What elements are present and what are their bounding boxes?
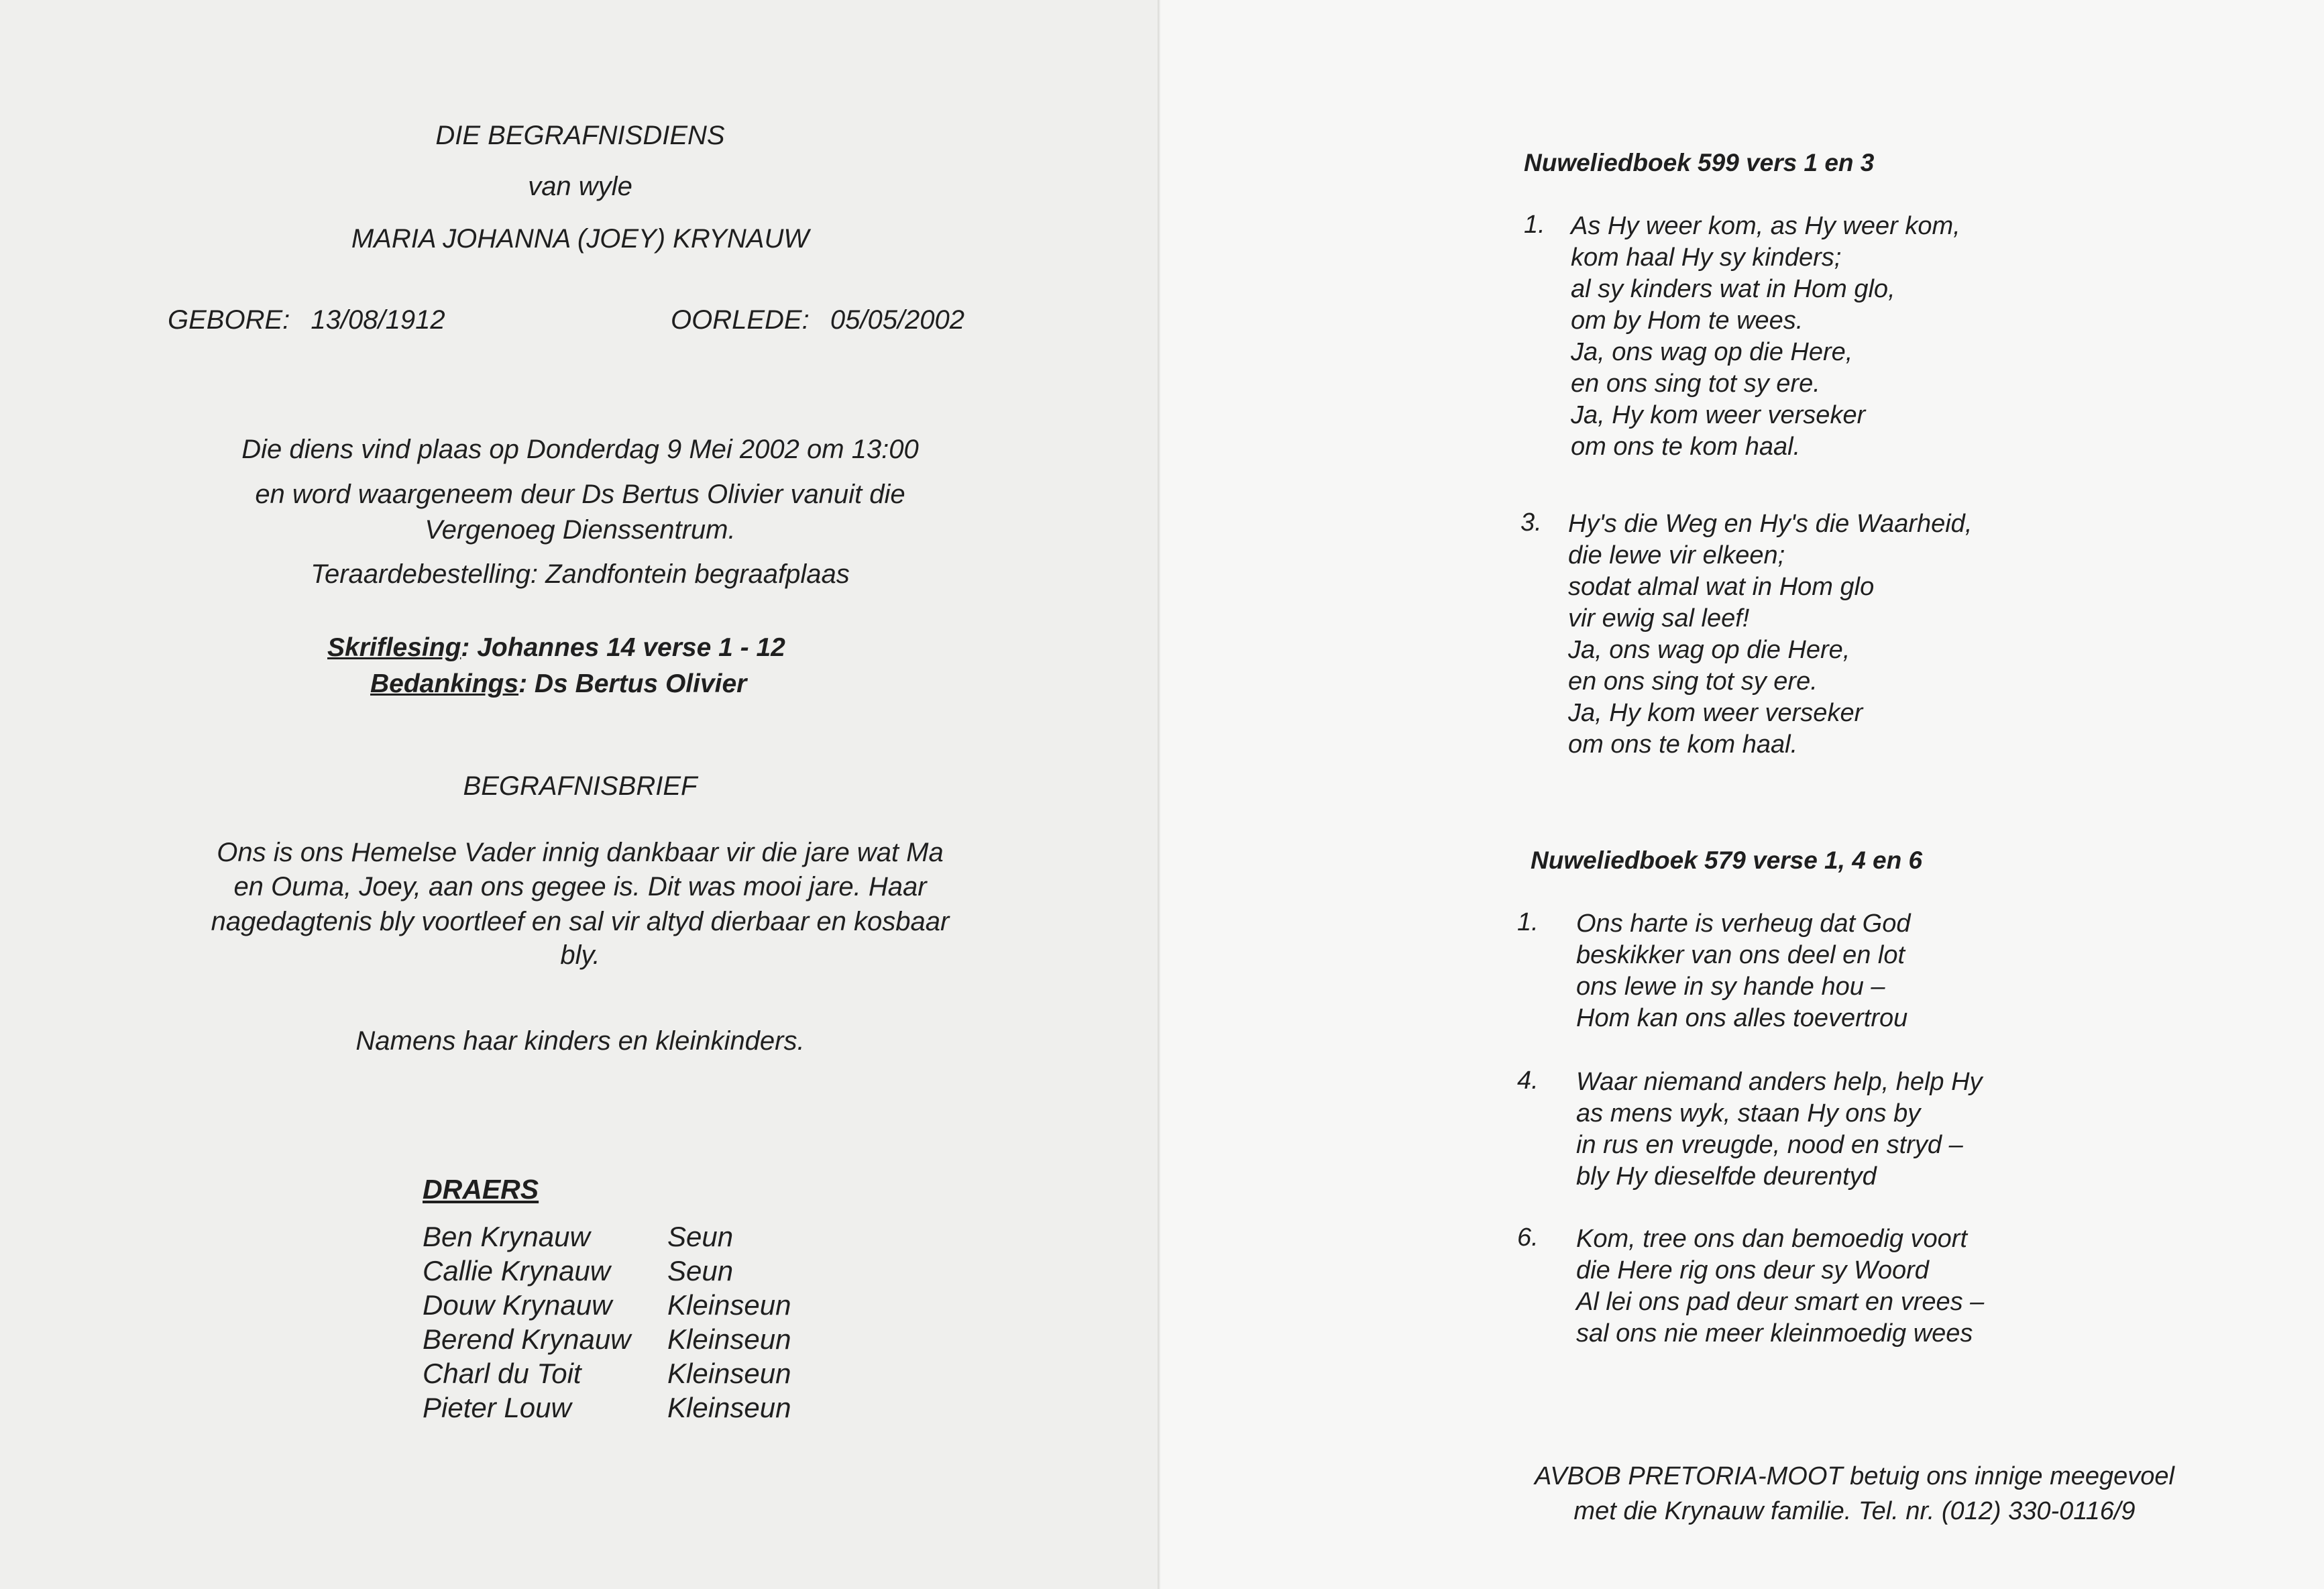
hymn2-verse-number: 1. <box>1517 908 1539 936</box>
pallbearer-row <box>423 1221 791 1255</box>
hymn-line: sodat almal wat in Hom glo <box>1568 573 1875 601</box>
letter-title: BEGRAFNISBRIEF <box>463 771 698 801</box>
service-title: DIE BEGRAFNISDIENS <box>435 121 725 150</box>
hymn-line: die lewe vir elkeen; <box>1568 541 1785 569</box>
scripture-row: Skriflesing: Johannes 14 verse 1 - 12 <box>327 633 785 662</box>
pallbearer-name: Berend Krynauw <box>423 1323 631 1355</box>
hymn2-verse-6 <box>1576 1223 1984 1350</box>
pallbearer-row <box>423 1289 791 1323</box>
hymn2-title: Nuweliedboek 579 verse 1, 4 en 6 <box>1531 846 1923 874</box>
hymn-line: die Here rig ons deur sy Woord <box>1576 1256 1929 1284</box>
thanks-value: Ds Bertus Olivier <box>534 669 747 698</box>
pallbearer-name: Pieter Louw <box>423 1392 571 1423</box>
scripture-value: Johannes 14 verse 1 - 12 <box>477 633 785 662</box>
born-label: GEBORE: <box>168 305 290 335</box>
hymn-line: Kom, tree ons dan bemoedig voort <box>1576 1225 1968 1253</box>
hymn-line: om ons te kom haal. <box>1571 433 1801 461</box>
hymn-line: Ja, ons wag op die Here, <box>1571 338 1853 366</box>
pallbearers-title: DRAERS <box>423 1174 539 1205</box>
hymn1-verse-3 <box>1568 508 1972 761</box>
hymn2-verse-number: 4. <box>1517 1066 1539 1095</box>
pallbearer-row <box>423 1358 791 1392</box>
pallbearer-relation: Seun <box>667 1255 734 1286</box>
pallbearer-name: Douw Krynauw <box>423 1289 612 1321</box>
scripture-label: Skriflesing <box>327 633 461 662</box>
thanks-row: Bedankings: Ds Bertus Olivier <box>370 669 747 698</box>
right-page <box>1160 0 2324 1589</box>
hymn1-title: Nuweliedboek 599 vers 1 en 3 <box>1524 149 1875 176</box>
hymn-line: vir ewig sal leef! <box>1568 604 1750 633</box>
pallbearer-name: Charl du Toit <box>423 1358 582 1389</box>
thanks-label: Bedankings <box>370 669 519 698</box>
hymn-line: in rus en vreugde, nood en stryd – <box>1576 1131 1963 1159</box>
pallbearer-name: Callie Krynauw <box>423 1255 611 1286</box>
signoff: Namens haar kinders en kleinkinders. <box>355 1026 805 1056</box>
hymn-line: Ons harte is verheug dat God <box>1576 910 1911 938</box>
born-date: 13/08/1912 <box>311 305 445 335</box>
pallbearer-relation: Kleinseun <box>667 1289 791 1321</box>
pallbearer-relation: Seun <box>667 1221 734 1252</box>
pallbearer-row <box>423 1392 791 1426</box>
service-line: Vergenoeg Dienssentrum. <box>425 515 736 545</box>
service-line: Die diens vind plaas op Donderdag 9 Mei 2002 om 13:00 <box>241 435 919 464</box>
hymn-line: sal ons nie meer kleinmoedig wees <box>1576 1319 1973 1348</box>
hymn-line: om by Hom te wees. <box>1571 307 1804 335</box>
hymn-line: Al lei ons pad deur smart en vrees – <box>1576 1288 1985 1316</box>
hymn-line: As Hy weer kom, as Hy weer kom, <box>1571 212 1960 240</box>
footer-contact: met die Krynauw familie. Tel. nr. (012) 330-0116/9 <box>1573 1497 2136 1525</box>
hymn-line: ons lewe in sy hande hou – <box>1576 973 1885 1001</box>
pallbearers-list <box>423 1221 791 1426</box>
hymn1-verse-number: 3. <box>1520 508 1542 537</box>
hymn-line: Ja, Hy kom weer verseker <box>1571 401 1866 429</box>
letter-line: en Ouma, Joey, aan ons gegee is. Dit was mooi jare. Haar <box>233 872 927 901</box>
hymn-line: bly Hy dieselfde deurentyd <box>1576 1162 1877 1191</box>
born-row <box>168 305 445 335</box>
hymn-line: en ons sing tot sy ere. <box>1571 370 1820 398</box>
pallbearer-row <box>423 1255 791 1289</box>
hymn-line: beskikker van ons deel en lot <box>1576 941 1905 969</box>
pallbearer-relation: Kleinseun <box>667 1392 791 1423</box>
service-subtitle: van wyle <box>528 172 632 201</box>
hymn-line: al sy kinders wat in Hom glo, <box>1571 275 1895 303</box>
letter-line: nagedagtenis bly voortleef en sal vir altyd dierbaar en kosbaar <box>211 907 950 936</box>
footer-condolence: AVBOB PRETORIA-MOOT betuig ons innige meegevoel <box>1535 1462 2174 1490</box>
hymn-line: om ons te kom haal. <box>1568 730 1798 759</box>
died-date: 05/05/2002 <box>830 305 965 335</box>
hymn-line: Ja, Hy kom weer verseker <box>1568 699 1863 727</box>
burial-line: Teraardebestelling: Zandfontein begraafplaas <box>311 559 850 589</box>
hymn-line: Hy's die Weg en Hy's die Waarheid, <box>1568 510 1973 538</box>
pallbearer-relation: Kleinseun <box>667 1323 791 1355</box>
hymn-line: Waar niemand anders help, help Hy <box>1576 1068 1983 1096</box>
hymn-line: Hom kan ons alles toevertrou <box>1576 1004 1908 1032</box>
service-line: en word waargeneem deur Ds Bertus Olivier vanuit die <box>255 480 905 509</box>
pallbearer-relation: Kleinseun <box>667 1358 791 1389</box>
hymn-line: en ons sing tot sy ere. <box>1568 667 1818 696</box>
hymn-line: Ja, ons wag op die Here, <box>1568 636 1850 664</box>
hymn1-verse-number: 1. <box>1524 211 1545 239</box>
letter-line: Ons is ons Hemelse Vader innig dankbaar vir die jare wat Ma <box>217 838 944 867</box>
hymn-line: as mens wyk, staan Hy ons by <box>1576 1099 1921 1128</box>
pallbearer-name: Ben Krynauw <box>423 1221 590 1252</box>
letter-line: bly. <box>560 940 600 970</box>
died-row <box>671 305 964 335</box>
hymn-line: kom haal Hy sy kinders; <box>1571 243 1842 272</box>
pallbearer-row <box>423 1323 791 1358</box>
hymn2-verse-1 <box>1576 908 1911 1034</box>
hymn2-verse-number: 6. <box>1517 1223 1539 1252</box>
died-label: OORLEDE: <box>671 305 810 335</box>
hymn1-verse-1 <box>1571 211 1960 463</box>
left-page <box>0 0 1160 1589</box>
hymn2-verse-4 <box>1576 1066 1983 1193</box>
deceased-name: MARIA JOHANNA (JOEY) KRYNAUW <box>351 224 810 254</box>
